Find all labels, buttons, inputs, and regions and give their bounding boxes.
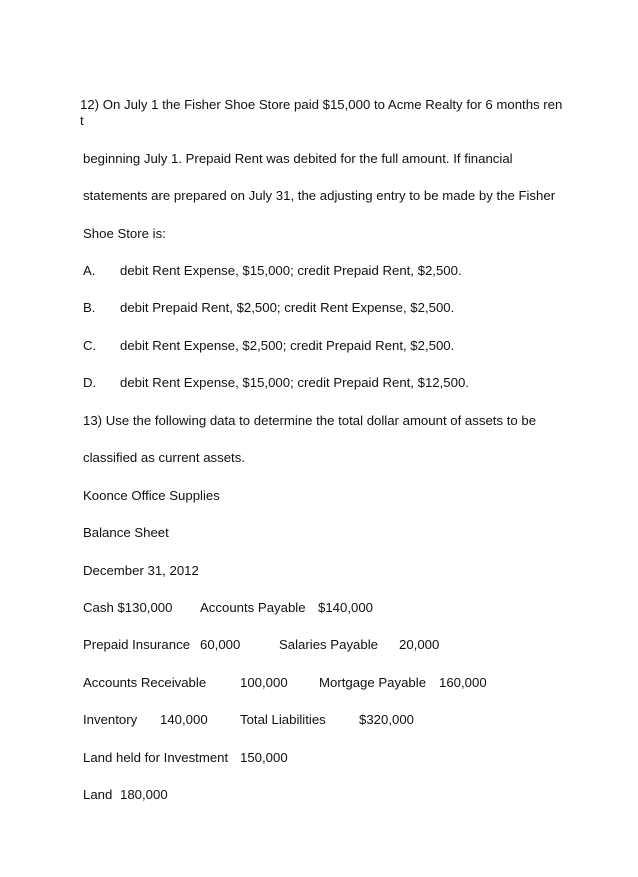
- question-13-line-2: classified as current assets.: [83, 450, 245, 465]
- bs-row-cash-asset: Cash $130,000: [83, 600, 173, 615]
- option-d: [83, 375, 469, 391]
- bs-row-land-asset: Land: [83, 787, 113, 802]
- bs-row-prepaid-liability-value: 20,000: [399, 637, 440, 652]
- option-c-text: debit Rent Expense, $2,500; credit Prepaid Rent, $2,500.: [120, 338, 455, 353]
- option-a-letter: A.: [83, 263, 96, 278]
- bs-row-prepaid-value: 60,000: [200, 637, 241, 652]
- option-b-text: debit Prepaid Rent, $2,500; credit Rent Expense, $2,500.: [120, 300, 455, 315]
- bs-row-land-value: 180,000: [120, 787, 168, 802]
- company-name: Koonce Office Supplies: [83, 488, 220, 503]
- option-c: [83, 338, 454, 354]
- question-12-line-2: beginning July 1. Prepaid Rent was debited for the full amount. If financial: [83, 151, 513, 166]
- bs-row-inventory-liability-value: $320,000: [359, 712, 415, 727]
- bs-row-cash: [83, 600, 172, 616]
- question-12-text-1: 12) On July 1 the Fisher Shoe Store paid $15,000 to Acme Realty for 6 months ren: [80, 97, 563, 112]
- question-12-text-wrap: t: [80, 113, 84, 128]
- question-12-line-1: [80, 97, 580, 129]
- option-b: [83, 300, 454, 316]
- bs-row-prepaid-liability: Salaries Payable: [279, 637, 378, 652]
- option-a-text: debit Rent Expense, $15,000; credit Prepaid Rent, $2,500.: [120, 263, 462, 278]
- bs-row-inventory-liability: Total Liabilities: [240, 712, 326, 727]
- option-b-letter: B.: [83, 300, 96, 315]
- question-12-line-3: statements are prepared on July 31, the adjusting entry to be made by the Fisher: [83, 188, 556, 203]
- bs-row-ar-liability: Mortgage Payable: [319, 675, 427, 690]
- bs-row-cash-liability-value: $140,000: [318, 600, 374, 615]
- bs-row-land-investment-asset: Land held for Investment: [83, 750, 229, 765]
- bs-row-prepaid-asset: Prepaid Insurance: [83, 637, 191, 652]
- statement-title: Balance Sheet: [83, 525, 169, 540]
- question-12-line-4: Shoe Store is:: [83, 226, 166, 241]
- bs-row-ar-liability-value: 160,000: [439, 675, 487, 690]
- option-d-text: debit Rent Expense, $15,000; credit Prepaid Rent, $12,500.: [120, 375, 469, 390]
- question-13-line-1: 13) Use the following data to determine the total dollar amount of assets to be: [83, 413, 537, 428]
- bs-row-land-investment-value: 150,000: [240, 750, 288, 765]
- bs-row-inventory-asset: Inventory: [83, 712, 138, 727]
- option-d-letter: D.: [83, 375, 97, 390]
- statement-date: December 31, 2012: [83, 563, 199, 578]
- bs-row-ar-value: 100,000: [240, 675, 288, 690]
- option-c-letter: C.: [83, 338, 97, 353]
- bs-row-ar-asset: Accounts Receivable: [83, 675, 207, 690]
- bs-row-cash-liability: Accounts Payable: [200, 600, 306, 615]
- bs-row-inventory-value: 140,000: [160, 712, 208, 727]
- option-a: [83, 263, 462, 279]
